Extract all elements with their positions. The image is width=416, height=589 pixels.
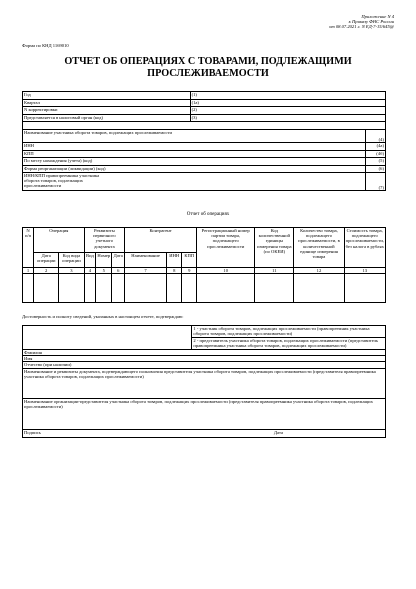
appendix-line-2: к Приказу ФНС России (348, 19, 394, 25)
correction-spacer (366, 107, 386, 115)
num-11: 11 (255, 268, 294, 274)
col-op-code: Код вида операции (59, 253, 84, 268)
num-12: 12 (294, 268, 344, 274)
data-cell-10[interactable] (197, 274, 255, 303)
tax-authority-code: (3) (191, 114, 197, 120)
patronymic-label: Отчество (при наличии) (24, 362, 72, 368)
row-signature (23, 429, 386, 437)
col-cp-kpp: КПП (182, 253, 197, 268)
option-1-text: 1 - участник оборота товаров, подлежащих прослеживаемости (правопреемник участника оборота товаров, подлежащих прослеживаемости) (192, 326, 386, 338)
organization-label: Наименование организации-представителя участника оборота товаров, подлежащих прослеживаемости (представителя правопреемника участника оборота товаров, подлежащих прослеживаемости) (24, 398, 373, 409)
col-op-date: Дата операции (34, 253, 59, 268)
row-kpp (23, 150, 386, 158)
reorganization-label: Форма реорганизации (ликвидации) (код) (24, 165, 106, 171)
participant-name-field[interactable] (23, 130, 366, 143)
col-primary-doc: Реквизиты первичного учетного документа (84, 228, 125, 253)
year-field[interactable] (190, 92, 365, 100)
data-cell-4[interactable] (84, 274, 96, 303)
signer-type-field[interactable] (23, 326, 192, 338)
data-cell-8[interactable] (167, 274, 182, 303)
num-10: 10 (197, 268, 255, 274)
row-inn (23, 143, 386, 151)
operations-table (22, 227, 386, 303)
data-cell-1[interactable] (23, 274, 34, 303)
data-cell-2[interactable] (34, 274, 59, 303)
participant-name-label: Наименование участника оборота товаров, подлежащих прослеживаемости (24, 130, 173, 135)
col-doc-number: Номер (96, 253, 112, 268)
col-unit-code: Код количественной единицы измерения товара (по ОКЕИ) (255, 228, 294, 268)
appendix-line-3: от 08.07.2021 г. N ЕД-7-15/645@ (329, 24, 394, 30)
title-line-1: ОТЧЕТ ОБ ОПЕРАЦИЯХ С ТОВАРАМИ, ПОДЛЕЖАЩИМИ (64, 56, 352, 67)
form-code: Форма по КНД 1169010 (22, 43, 69, 48)
num-5: 5 (96, 268, 112, 274)
document-label: Наименование и реквизиты документа, подтверждающего полномочия представителя участника оборота товаров, подлежащих прослеживаемости (представителя правопреемника участника оборота товаров, подлежащих прослеживаемости) (24, 368, 376, 379)
num-6: 6 (112, 268, 125, 274)
reorganization-field[interactable] (23, 165, 366, 173)
col-batch: Регистрационный номер партии товара, подлежащего прослеживаемости (197, 228, 255, 268)
row-successor (23, 173, 386, 191)
tax-authority-label: Представляется в налоговый орган (код) (23, 114, 191, 122)
kpp-field[interactable] (23, 150, 366, 158)
num-13: 13 (344, 268, 385, 274)
inn-label: ИНН (24, 143, 34, 148)
quarter-label: Квартал (23, 99, 191, 107)
row-year (23, 92, 386, 100)
surname-label: Фамилия (23, 350, 61, 356)
data-cell-9[interactable] (182, 274, 197, 303)
col-doc-type: Вид (84, 253, 96, 268)
data-cell-12[interactable] (294, 274, 344, 303)
year-code: (1) (191, 92, 197, 97)
kpp-code: (4б) (366, 150, 386, 158)
trust-statement: Достоверность и полноту сведений, указанных в настоящем отчете, подтверждаю: (22, 314, 184, 319)
inn-field[interactable] (23, 143, 366, 151)
ops-data-row (23, 274, 386, 303)
operations-title: Отчет об операциях (186, 212, 230, 217)
col-doc-date: Дата (112, 253, 125, 268)
document-field[interactable] (23, 368, 386, 398)
row-option-1 (23, 326, 386, 338)
report-header-table (22, 91, 386, 191)
reorganization-code: (6) (366, 165, 386, 173)
row-option-2 (23, 338, 386, 350)
num-3: 3 (59, 268, 84, 274)
year-spacer (366, 92, 386, 100)
name-label: Имя (23, 356, 61, 362)
row-quarter (23, 99, 386, 107)
row-correction (23, 107, 386, 115)
col-cp-name: Наименование (125, 253, 167, 268)
data-cell-5[interactable] (96, 274, 112, 303)
quarter-spacer (366, 99, 386, 107)
correction-field[interactable] (190, 107, 365, 115)
successor-field[interactable] (23, 173, 366, 191)
year-label: Год (23, 92, 191, 100)
row-blank (23, 122, 386, 130)
signature-label: Подпись (24, 429, 41, 435)
num-7: 7 (125, 268, 167, 274)
page-title (0, 56, 416, 79)
data-cell-6[interactable] (112, 274, 125, 303)
col-n: N п/п (23, 228, 34, 268)
data-cell-11[interactable] (255, 274, 294, 303)
col-counterparty: Контрагент (125, 228, 197, 253)
num-4: 4 (84, 268, 96, 274)
date-label: Дата (273, 429, 284, 435)
data-cell-7[interactable] (125, 274, 167, 303)
kpp-label: КПП (24, 150, 34, 156)
row-participant-name (23, 130, 386, 143)
signer-type-spacer (23, 338, 192, 350)
location-field[interactable] (23, 158, 366, 166)
organization-field[interactable] (23, 398, 386, 429)
appendix-line-1: Приложение N 4 (361, 14, 394, 19)
row-organization (23, 398, 386, 429)
ops-header-row-1 (23, 228, 386, 253)
signature-field[interactable] (23, 429, 192, 437)
tax-authority-field[interactable] (190, 114, 365, 122)
quarter-field[interactable] (190, 99, 365, 107)
correction-code: (2) (191, 107, 197, 112)
appendix-note (224, 14, 394, 30)
successor-code: (7) (366, 173, 386, 191)
row-location (23, 158, 386, 166)
data-cell-3[interactable] (59, 274, 84, 303)
participant-name-code: (4) (366, 130, 386, 143)
option-2-text: 2 - представитель участника оборота товаров, подлежащих прослеживаемости (представитель правопреемника участника оборота товаров, подлежащих прослеживаемости) (192, 338, 386, 350)
confirmation-table (22, 325, 386, 438)
row-document (23, 368, 386, 398)
num-1: 1 (23, 268, 34, 274)
num-9: 9 (182, 268, 197, 274)
correction-label: N корректировки (23, 107, 191, 115)
col-operation: Операция (34, 228, 84, 253)
date-field[interactable] (192, 429, 386, 437)
location-label: По месту нахождения (учета) (код) (24, 158, 93, 163)
row-reorganization (23, 165, 386, 173)
quarter-code: (1а) (191, 99, 199, 105)
num-2: 2 (34, 268, 59, 274)
col-cost: Стоимость товара, подлежащего прослеживаемости, без налога в рублях (344, 228, 385, 268)
location-code: (5) (366, 158, 386, 166)
inn-code: (4а) (366, 143, 386, 151)
successor-label: ИНН/КПП правопреемника участника оборота товаров, подлежащих прослеживаемости (24, 173, 100, 189)
blank-row (23, 122, 386, 130)
col-qty: Количество товара, подлежащего прослеживаемости, в количественной единице измерения товара (294, 228, 344, 268)
col-cp-inn: ИНН (167, 253, 182, 268)
num-8: 8 (167, 268, 182, 274)
data-cell-13[interactable] (344, 274, 385, 303)
row-tax-authority (23, 114, 386, 122)
title-line-2: ПРОСЛЕЖИВАЕМОСТИ (147, 67, 269, 79)
tax-authority-spacer (366, 114, 386, 122)
